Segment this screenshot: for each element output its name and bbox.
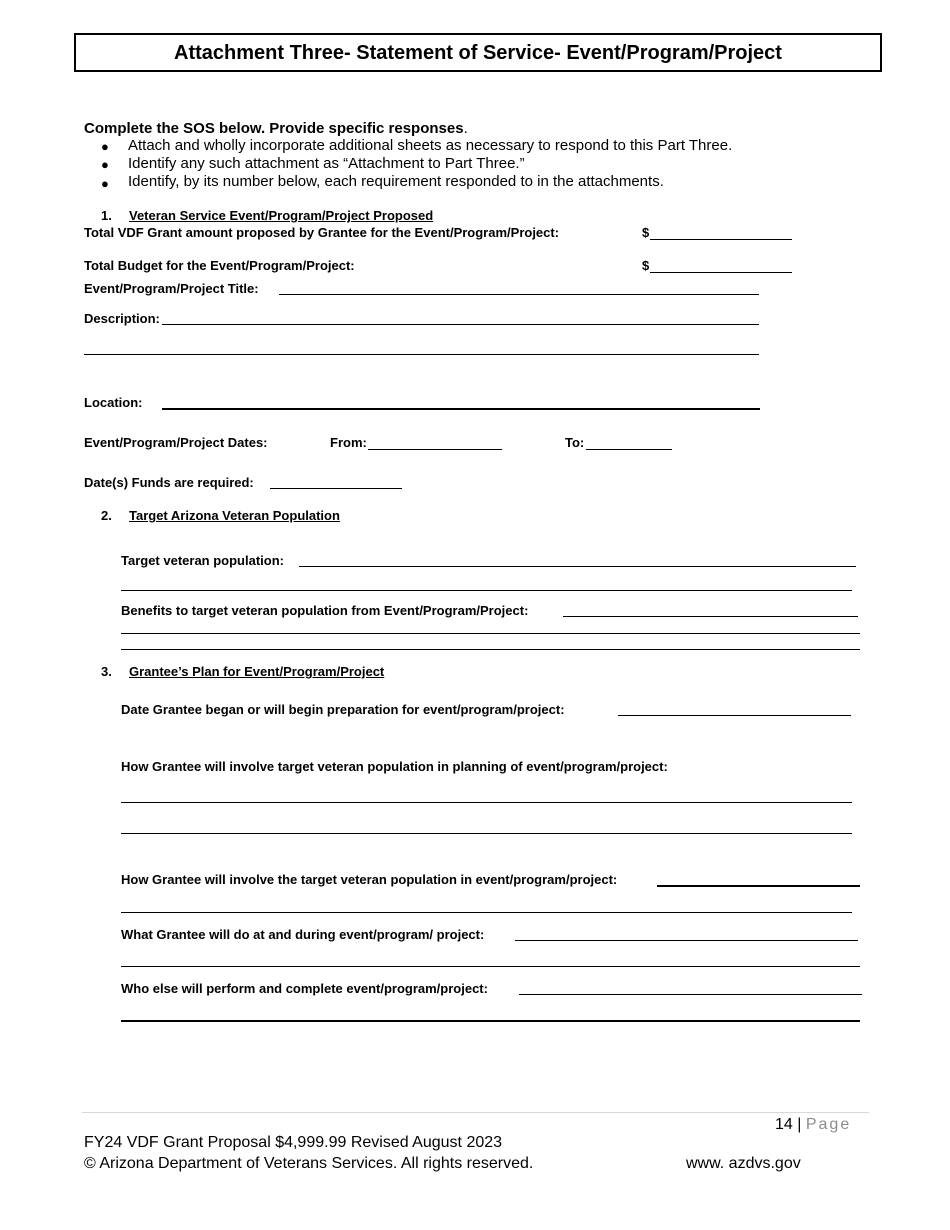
grant-amount-label: Total VDF Grant amount proposed by Grantee for the Event/Program/Project: (84, 225, 560, 240)
page-number-value: 14 (775, 1116, 793, 1133)
prep-date-label: Date Grantee began or will begin preparation for event/program/project: (121, 702, 565, 717)
section-1-number: 1. (101, 208, 112, 223)
involve-event-field-line-2[interactable] (121, 912, 852, 913)
involve-event-field-line-1[interactable] (657, 885, 860, 887)
target-population-field-line-1[interactable] (299, 566, 856, 567)
funds-required-label: Date(s) Funds are required: (84, 475, 254, 490)
from-date-field[interactable] (368, 449, 502, 450)
involve-planning-field-line-2[interactable] (121, 833, 852, 834)
funds-required-field[interactable] (270, 488, 402, 489)
to-label: To: (565, 435, 585, 450)
footer-divider (82, 1112, 869, 1113)
to-date-field[interactable] (586, 449, 672, 450)
description-field-line-2[interactable] (84, 354, 759, 355)
involve-event-label: How Grantee will involve the target veteran population in event/program/project: (121, 872, 618, 887)
prep-date-field[interactable] (618, 715, 851, 716)
page-word: Page (805, 1116, 852, 1133)
involve-planning-field-line-1[interactable] (121, 802, 852, 803)
target-population-label: Target veteran population: (121, 553, 284, 568)
project-title-label: Event/Program/Project Title: (84, 281, 259, 296)
what-do-label: What Grantee will do at and during event/program/ project: (121, 927, 485, 942)
intro-heading (84, 120, 468, 137)
benefits-field-line-2[interactable] (121, 633, 860, 634)
benefits-field-line-3[interactable] (121, 649, 860, 650)
section-3-title: Grantee’s Plan for Event/Program/Project (129, 664, 385, 679)
bullet-icon: ● (101, 176, 109, 191)
total-budget-currency: $ (642, 258, 650, 273)
description-label: Description: (84, 311, 160, 326)
intro-bullet-1: Attach and wholly incorporate additional sheets as necessary to respond to this Part Three. (128, 137, 733, 154)
intro-heading-period: . (463, 120, 468, 137)
total-budget-label: Total Budget for the Event/Program/Project: (84, 258, 355, 273)
total-budget-field[interactable] (650, 272, 792, 273)
page-number (775, 1116, 851, 1134)
benefits-field-line-1[interactable] (563, 616, 858, 617)
section-2-title: Target Arizona Veteran Population (129, 508, 340, 523)
grant-amount-currency: $ (642, 225, 650, 240)
page-title: Attachment Three- Statement of Service- Event/Program/Project (74, 33, 882, 72)
footer-website-link[interactable]: www. azdvs.gov (686, 1155, 801, 1172)
dates-label: Event/Program/Project Dates: (84, 435, 268, 450)
bullet-icon: ● (101, 139, 109, 154)
who-else-label: Who else will perform and complete event/program/project: (121, 981, 488, 996)
page-separator: | (797, 1116, 802, 1133)
intro-bullet-3: Identify, by its number below, each requirement responded to in the attachments. (128, 173, 664, 190)
who-else-field-line-2[interactable] (121, 1020, 860, 1022)
section-3-number: 3. (101, 664, 112, 679)
project-title-field[interactable] (279, 294, 759, 295)
bullet-icon: ● (101, 157, 109, 172)
description-field-line-1[interactable] (162, 324, 759, 325)
section-1-title: Veteran Service Event/Program/Project Proposed (129, 208, 434, 223)
what-do-field-line-2[interactable] (121, 966, 860, 967)
grant-amount-field[interactable] (650, 239, 792, 240)
from-label: From: (330, 435, 367, 450)
location-field[interactable] (162, 408, 760, 410)
location-label: Location: (84, 395, 143, 410)
footer-copyright: © Arizona Department of Veterans Services. All rights reserved. (84, 1155, 534, 1172)
section-2-number: 2. (101, 508, 112, 523)
intro-heading-bold: Complete the SOS below. Provide specific responses (84, 120, 464, 137)
who-else-field-line-1[interactable] (519, 994, 862, 995)
target-population-field-line-2[interactable] (121, 590, 852, 591)
benefits-label: Benefits to target veteran population from Event/Program/Project: (121, 603, 529, 618)
involve-planning-label: How Grantee will involve target veteran population in planning of event/program/project: (121, 759, 668, 774)
what-do-field-line-1[interactable] (515, 940, 858, 941)
footer-line-1: FY24 VDF Grant Proposal $4,999.99 Revised August 2023 (84, 1134, 503, 1151)
intro-bullet-2: Identify any such attachment as “Attachment to Part Three.” (128, 155, 525, 172)
